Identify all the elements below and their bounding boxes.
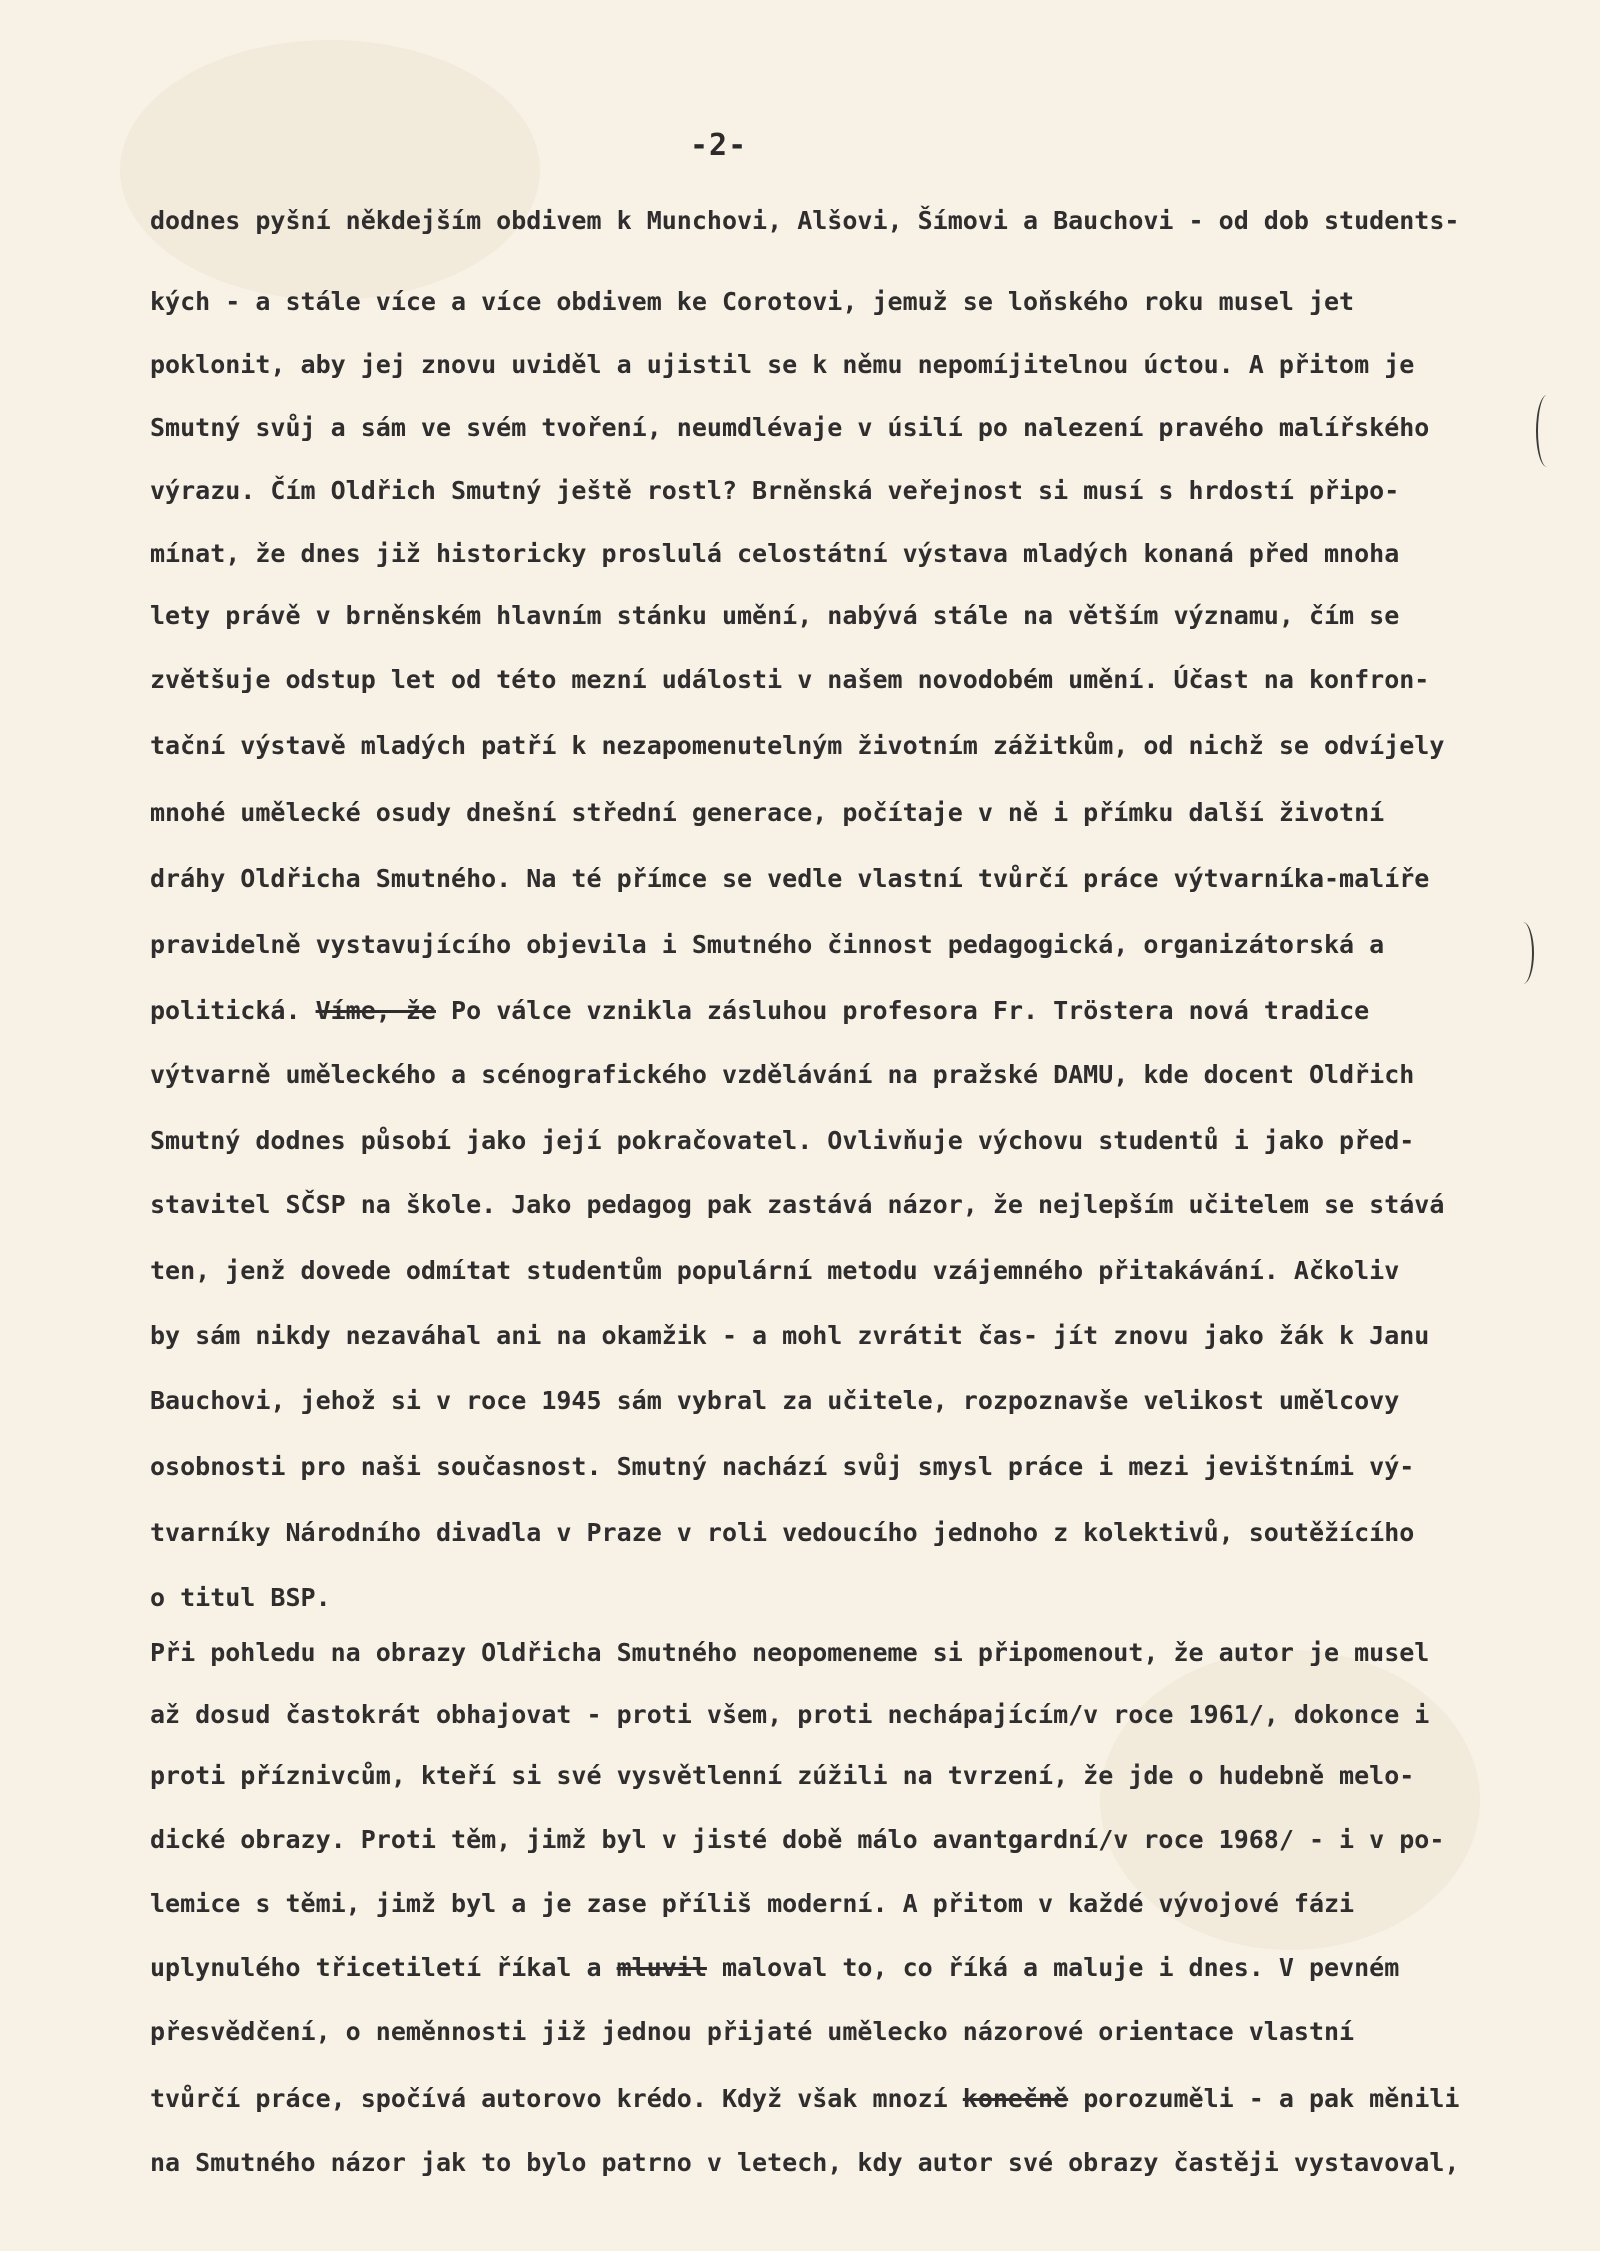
text-line: lety právě v brněnském hlavním stánku umění, nabývá stále na větším významu, čím se [150,601,1400,630]
text-line: tační výstavě mladých patří k nezapomenutelným životním zážitkům, od nichž se odvíjely [150,731,1445,760]
text-line: kých - a stále více a více obdivem ke Corotovi, jemuž se loňského roku musel jet [150,287,1355,316]
text-line: až dosud častokrát obhajovat - proti všem, proti nechápajícím/v roce 1961/, dokonce i [150,1700,1430,1729]
struck-out-text: mluvil [616,1953,707,1982]
text-line: dodnes pyšní někdejším obdivem k Munchovi, Alšovi, Šímovi a Bauchovi - od dob students- [150,206,1460,235]
text-line: výrazu. Čím Oldřich Smutný ještě rostl? Brněnská veřejnost si musí s hrdostí připo- [150,476,1400,505]
text-line: tvarníky Národního divadla v Praze v roli vedoucího jednoho z kolektivů, soutěžícího [150,1518,1415,1547]
page-number: -2- [690,128,748,163]
text-line: zvětšuje odstup let od této mezní události v našem novodobém umění. Účast na konfron- [150,665,1430,694]
text-line: stavitel SČSP na škole. Jako pedagog pak zastává názor, že nejlepším učitelem se stává [150,1190,1445,1219]
text-line: Při pohledu na obrazy Oldřicha Smutného neopomeneme si připomenout, že autor je musel [150,1638,1430,1667]
text-line: o titul BSP. [150,1583,331,1612]
line-text-before: politická. [150,996,316,1025]
text-line: pravidelně vystavujícího objevila i Smutného činnost pedagogická, organizátorská a [150,930,1385,959]
text-line: dické obrazy. Proti těm, jimž byl v jisté době málo avantgardní/v roce 1968/ - i v po- [150,1825,1445,1854]
line-text-after: Po válce vznikla zásluhou profesora Fr. Tröstera nová tradice [436,996,1370,1025]
text-line: Bauchovi, jehož si v roce 1945 sám vybral za učitele, rozpoznavše velikost umělcovy [150,1386,1400,1415]
line-text-after: maloval to, co říká a maluje i dnes. V pevném [706,1953,1400,1982]
text-line: výtvarně uměleckého a scénografického vzdělávání na pražské DAMU, kde docent Oldřich [150,1060,1415,1089]
text-line: osobnosti pro naši současnost. Smutný nachází svůj smysl práce i mezi jevištními vý- [150,1452,1415,1481]
struck-out-text: Víme, že [315,996,436,1025]
text-line: mínat, že dnes již historicky proslulá celostátní výstava mladých konaná před mnoha [150,539,1400,568]
text-line: dráhy Oldřicha Smutného. Na té přímce se vedle vlastní tvůrčí práce výtvarníka-malíře [150,864,1430,893]
line-text-before: tvůrčí práce, spočívá autorovo krédo. Když však mnozí [150,2084,963,2113]
text-line: na Smutného názor jak to bylo patrno v letech, kdy autor své obrazy častěji vystavoval, [150,2148,1460,2177]
text-line: Smutný svůj a sám ve svém tvoření, neumdlévaje v úsilí po nalezení pravého malířského [150,413,1430,442]
text-line: lemice s těmi, jimž byl a je zase příliš moderní. A přitom v každé vývojové fázi [150,1889,1355,1918]
line-text-before: uplynulého třicetiletí říkal a [150,1953,617,1982]
margin-bracket-mark [1512,922,1534,984]
line-text-after: porozuměli - a pak měnili [1068,2084,1460,2113]
paper-stain [120,40,540,300]
margin-bracket-mark [1536,395,1558,467]
text-line: poklonit, aby jej znovu uviděl a ujistil se k němu nepomíjitelnou úctou. A přitom je [150,350,1415,379]
text-line: proti příznivcům, kteří si své vysvětlenní zúžili na tvrzení, že jde o hudebně melo- [150,1761,1415,1790]
text-line-with-correction [150,2086,1459,2111]
struck-out-text: konečně [962,2084,1069,2113]
text-line: mnohé umělecké osudy dnešní střední generace, počítaje v ně i přímku další životní [150,798,1385,827]
text-line-with-correction [150,1955,1399,1980]
text-line: by sám nikdy nezaváhal ani na okamžik - a mohl zvrátit čas- jít znovu jako žák k Janu [150,1321,1430,1350]
text-line: přesvědčení, o neměnnosti již jednou přijaté umělecko názorové orientace vlastní [150,2017,1355,2046]
text-line: Smutný dodnes působí jako její pokračovatel. Ovlivňuje výchovu studentů i jako před- [150,1126,1415,1155]
text-line-with-correction [150,998,1369,1023]
text-line: ten, jenž dovede odmítat studentům populární metodu vzájemného přitakávání. Ačkoliv [150,1256,1400,1285]
